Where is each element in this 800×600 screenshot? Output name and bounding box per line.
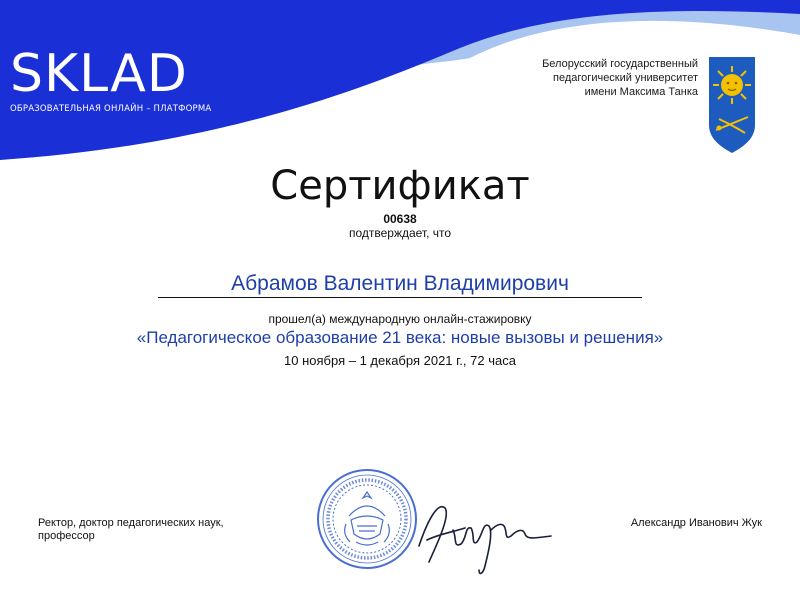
university-emblem-icon — [707, 55, 757, 155]
sklad-logo — [10, 44, 212, 114]
recipient-name: Абрамов Валентин Владимирович — [231, 272, 569, 295]
official-seal-icon — [316, 468, 418, 570]
certificate-title: Сертификат — [270, 163, 530, 209]
course-title: «Педагогическое образование 21 века: новые вызовы и решения» — [136, 328, 664, 347]
signatory-position — [38, 517, 278, 543]
position-line: профессор — [38, 530, 95, 542]
university-name — [468, 57, 698, 99]
certificate-number: 00638 — [383, 212, 417, 226]
university-line: Белорусский государственный — [542, 58, 698, 70]
university-line: педагогический университет — [553, 72, 698, 84]
university-line: имени Максима Танка — [584, 86, 698, 98]
signature-icon — [405, 486, 565, 581]
position-line: Ректор, доктор педагогических наук, — [38, 517, 224, 529]
recipient-underline — [158, 297, 642, 298]
confirms-text: подтверждает, что — [348, 226, 452, 240]
completed-text: прошел(а) международную онлайн-стажировку — [268, 312, 532, 326]
logo-tagline: ОБРАЗОВАТЕЛЬНАЯ ОНЛАЙН – ПЛАТФОРМА — [10, 104, 212, 114]
signatory-name: Александр Иванович Жук — [630, 517, 762, 529]
logo-name: SKLAD — [10, 44, 188, 104]
course-dates: 10 ноября – 1 декабря 2021 г., 72 часа — [284, 353, 516, 368]
